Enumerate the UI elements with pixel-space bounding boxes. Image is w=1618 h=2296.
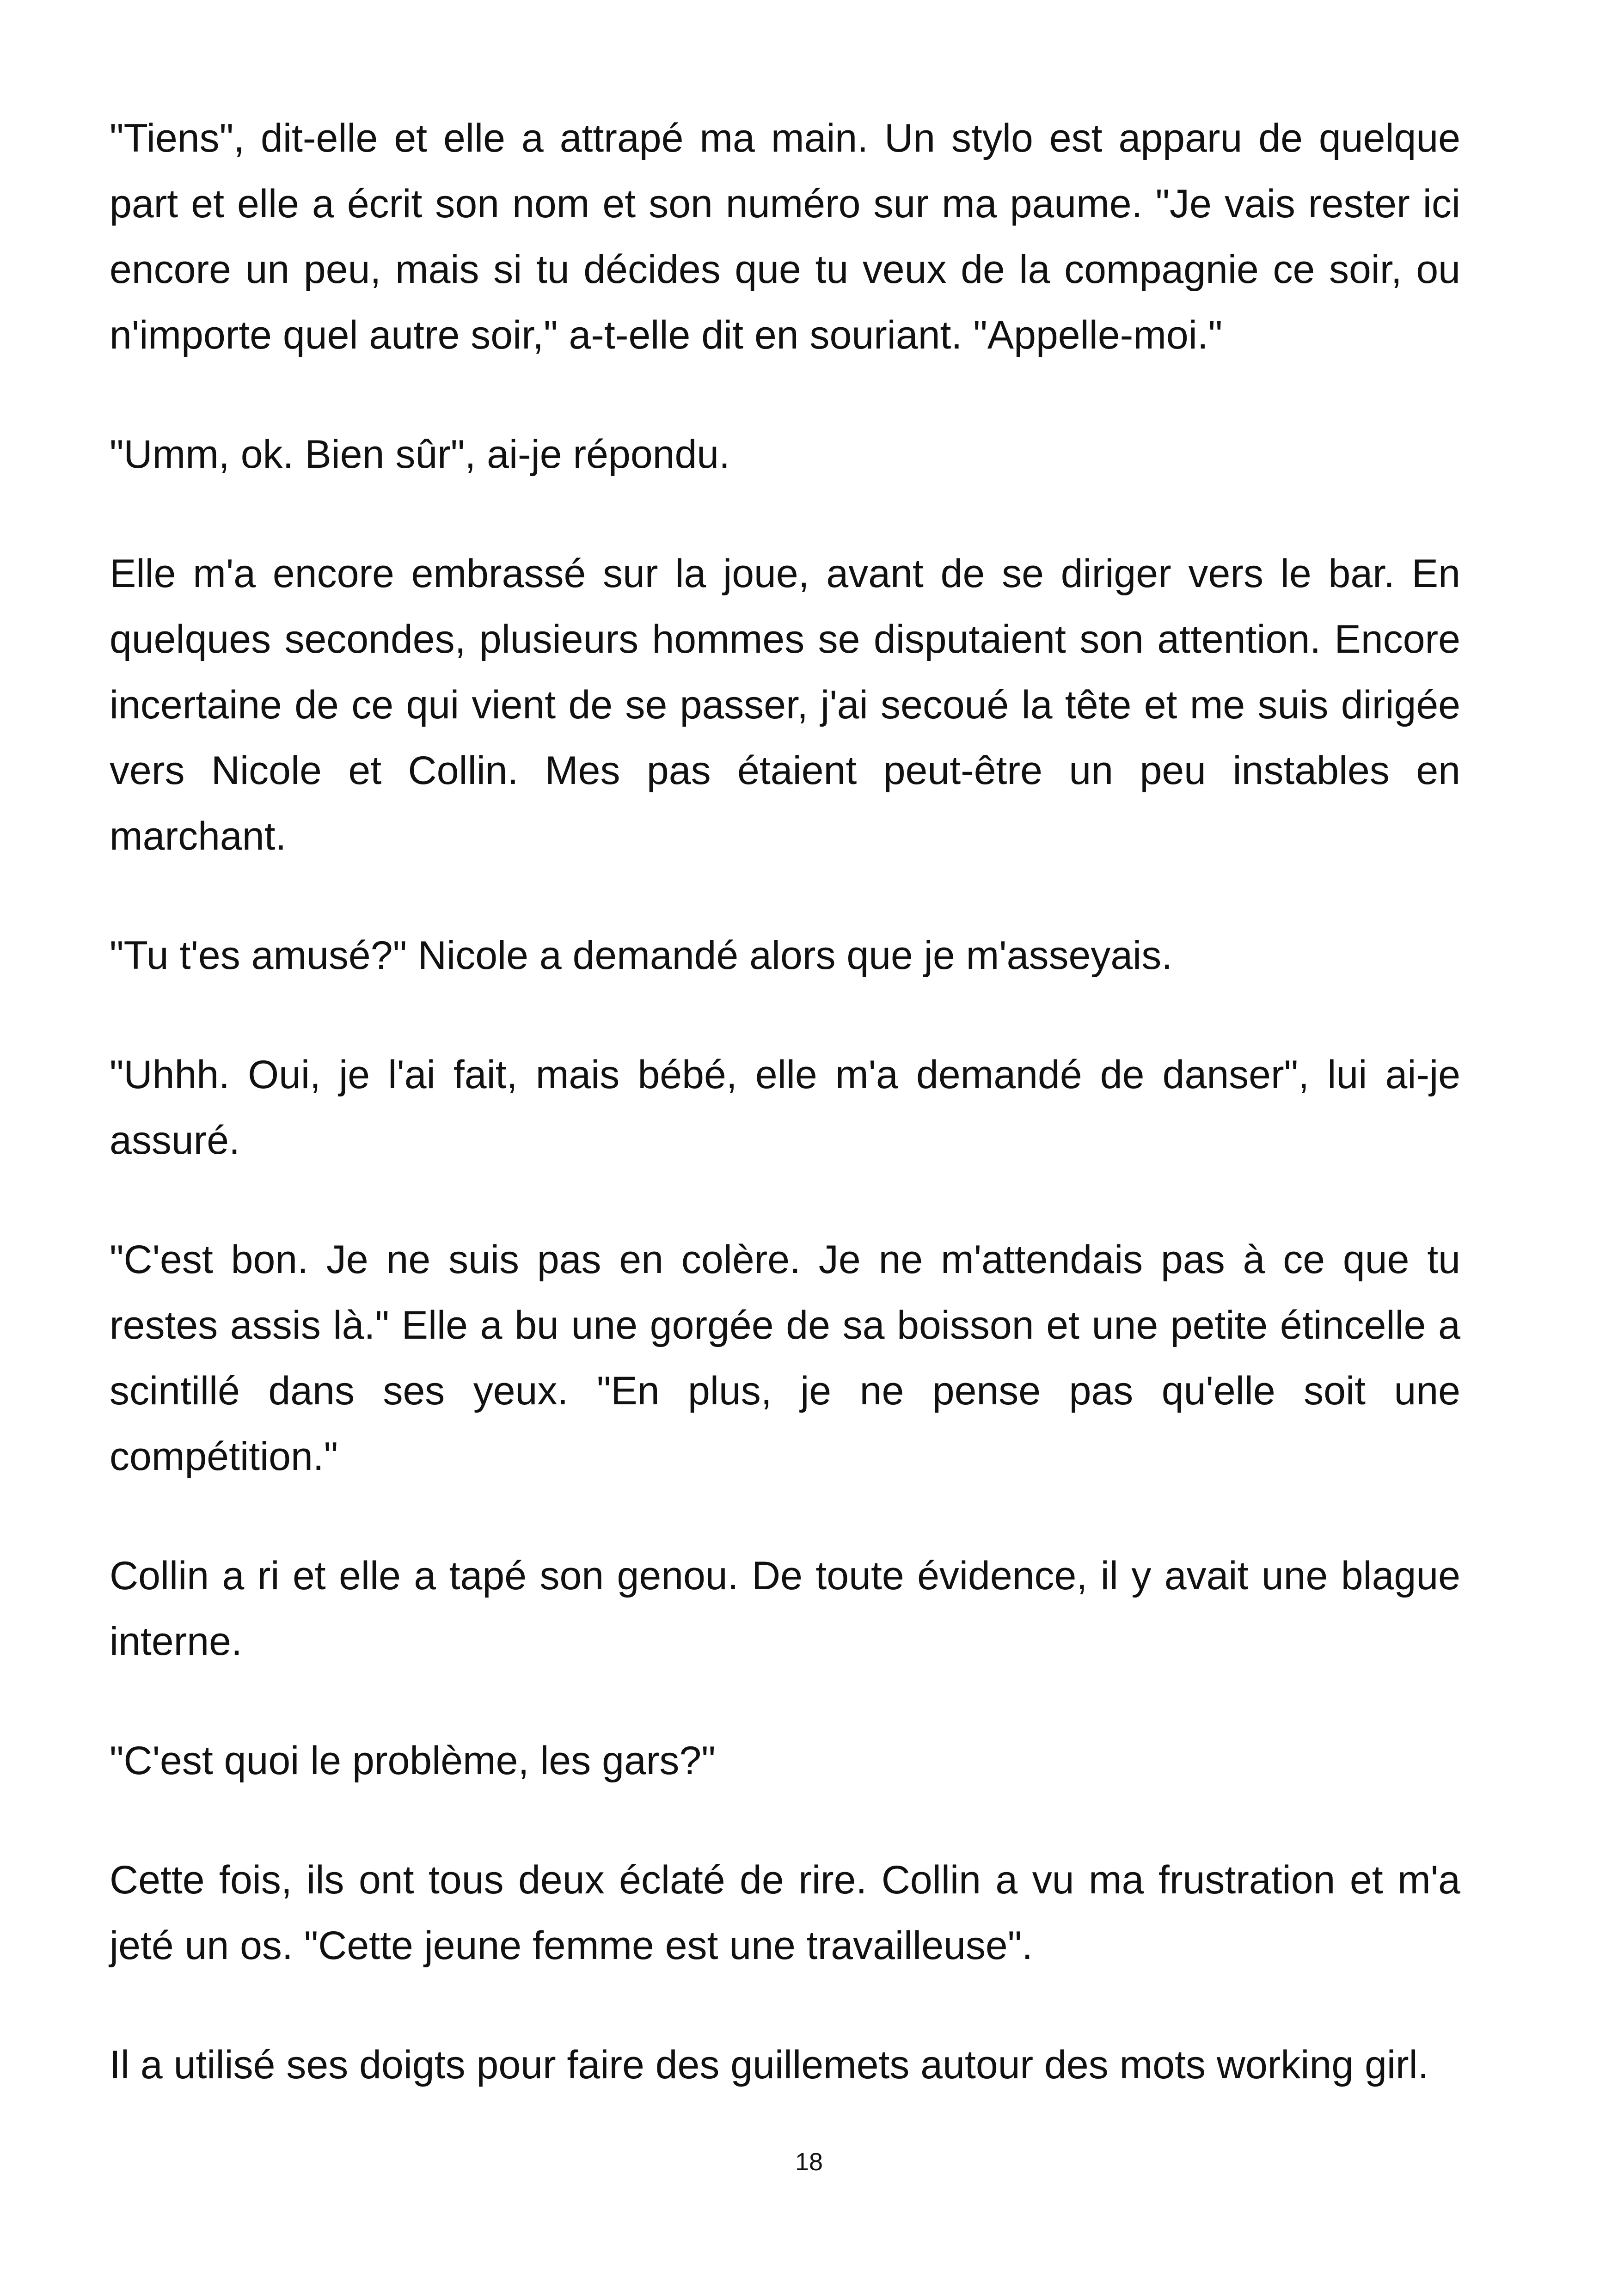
paragraph: "Umm, ok. Bien sûr", ai-je répondu. [110,432,730,477]
paragraph: Il a utilisé ses doigts pour faire des guillemets autour des mots working girl. [110,2043,1429,2087]
paragraph: Cette fois, ils ont tous deux éclaté de rire. Collin a vu ma frustration et m'a jeté un os. "Cette jeune femme est une travailleuse". [110,1858,1460,1968]
paragraph: "C'est quoi le problème, les gars?" [110,1739,716,1783]
paragraph: "Uhhh. Oui, je l'ai fait, mais bébé, elle m'a demandé de danser", lui ai-je assuré. [110,1053,1460,1163]
paragraph: Collin a ri et elle a tapé son genou. De toute évidence, il y avait une blague interne. [110,1554,1460,1664]
body-text [110,105,1460,2151]
paragraph: "C'est bon. Je ne suis pas en colère. Je ne m'attendais pas à ce que tu restes assis là." Elle a bu une gorgée de sa boisson et une petite étincelle a scintillé dans ses yeux. "En plus, je ne pense pas qu'elle soit une compétition." [110,1237,1460,1479]
paragraph: Elle m'a encore embrassé sur la joue, avant de se diriger vers le bar. En quelques secondes, plusieurs hommes se disputaient son attention. Encore incertaine de ce qui vient de se passer, j'ai secoué la tête et me suis dirigée vers Nicole et Collin. Mes pas étaient peut-être un peu instables en marchant. [110,551,1460,858]
paragraph: "Tu t'es amusé?" Nicole a demandé alors que je m'asseyais. [110,933,1173,978]
page-number: 18 [795,2148,823,2176]
paragraph: "Tiens", dit-elle et elle a attrapé ma main. Un stylo est apparu de quelque part et elle a écrit son nom et son numéro sur ma paume. "Je vais rester ici encore un peu, mais si tu décides que tu veux de la compagnie ce soir, ou n'importe quel autre soir," a-t-elle dit en souriant. "Appelle-moi." [110,116,1460,357]
